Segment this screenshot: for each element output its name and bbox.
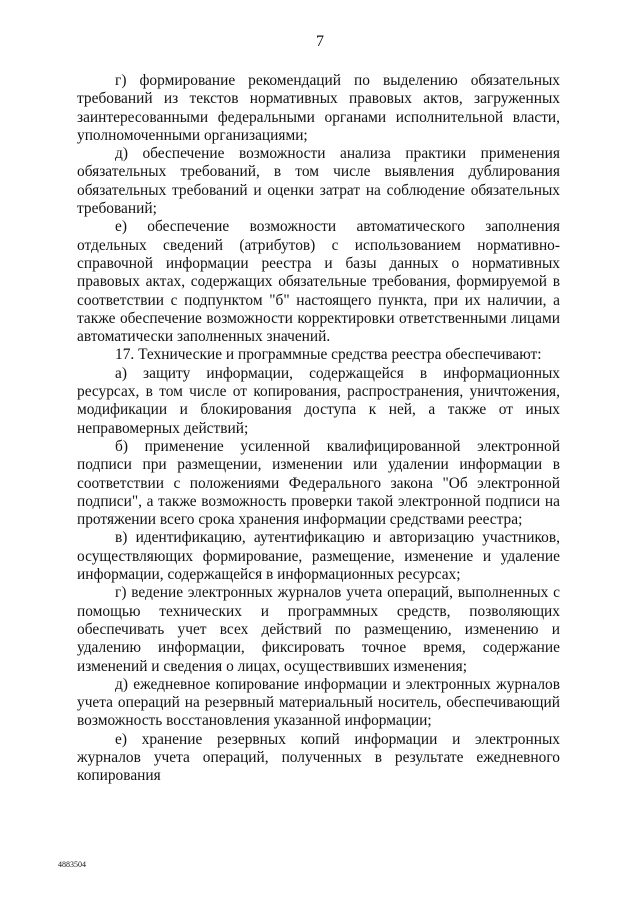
paragraph-e-autofill: е) обеспечение возможности автоматического заполнения отдельных сведений (атрибутов) с использованием нормативно-справочной информации реестра и базы данных о нормативных правовых актах, содержащих обязательные требования, формируемой в соответствии с подпунктом "б" настоящего пункта, при их наличии, а также обеспечение возможности корректировки ответственными лицами автоматически заполненных значений. bbox=[77, 218, 560, 346]
paragraph-b-signature: б) применение усиленной квалифицированной электронной подписи при размещении, изменении или удалении информации в соответствии с положениями Федерального закона "Об электронной подписи", а также возможность проверки такой электронной подписи на протяжении всего срока хранения информации средствами реестра; bbox=[77, 437, 560, 529]
paragraph-d-backup: д) ежедневное копирование информации и электронных журналов учета операций на резервный материальный носитель, обеспечивающий возможность восстановления указанной информации; bbox=[77, 675, 560, 730]
paragraph-e-storage: е) хранение резервных копий информации и электронных журналов учета операций, полученных в результате ежедневного копирования bbox=[77, 730, 560, 785]
paragraph-g-recommendations: г) формирование рекомендаций по выделению обязательных требований из текстов нормативных правовых актов, загруженных заинтересованными федеральными органами исполнительной власти, уполномоченными организациями; bbox=[77, 72, 560, 144]
paragraph-17-heading: 17. Технические и программные средства реестра обеспечивают: bbox=[115, 346, 542, 364]
paragraph-v-identification: в) идентификацию, аутентификацию и авторизацию участников, осуществляющих формирование, размещение, изменение и удаление информации, содержащейся в информационных ресурсах; bbox=[77, 529, 560, 584]
paragraph-g-logs: г) ведение электронных журналов учета операций, выполненных с помощью технических и программных средств, позволяющих обеспечивать учет всех действий по размещению, изменению и удалению информации, фиксировать точное время, содержание изменений и сведения о лицах, осуществивших изменения; bbox=[77, 584, 560, 675]
paragraph-d-analysis: д) обеспечение возможности анализа практики применения обязательных требований, в том числе выявления дублирования обязательных требований и оценки затрат на соблюдение обязательных требований; bbox=[77, 145, 560, 218]
paragraph-a-protection: а) защиту информации, содержащейся в информационных ресурсах, в том числе от копирования, распространения, уничтожения, модификации и блокирования доступа к ней, а также от иных неправомерных действий; bbox=[77, 364, 560, 437]
document-code: 4883504 bbox=[58, 860, 86, 869]
page-number: 7 bbox=[316, 33, 324, 50]
document-body bbox=[77, 72, 560, 786]
